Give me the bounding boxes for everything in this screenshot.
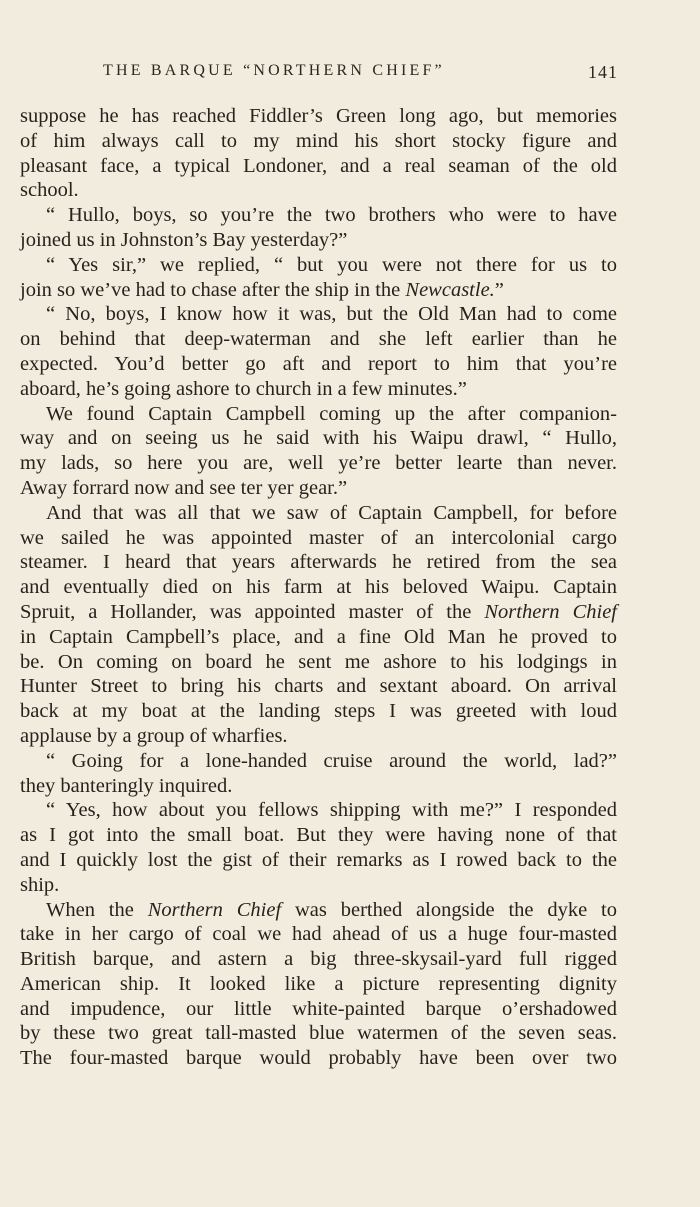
text-line: Spruit, a Hollander, was appointed master of the Northern Chief — [20, 600, 617, 623]
running-title: THE BARQUE “NORTHERN CHIEF” — [103, 62, 445, 79]
text-line: aboard, he’s going ashore to church in a few minutes.” — [20, 377, 467, 400]
text-line: “ No, boys, I know how it was, but the Old Man had to come — [46, 303, 617, 326]
text-line: pleasant face, a typical Londoner, and a real seaman of the old — [20, 154, 617, 177]
text-line: American ship. It looked like a picture representing dignity — [20, 972, 617, 995]
text-line: “ Yes, how about you fellows shipping with me?” I responded — [46, 799, 617, 822]
text-line: ship. — [20, 873, 60, 896]
text-line: of him always call to my mind his short stocky figure and — [20, 129, 617, 152]
text-line: British barque, and astern a big three-skysail-yard full rigged — [20, 948, 617, 971]
text-line: and impudence, our little white-painted barque o’ershadowed — [20, 997, 617, 1020]
text-line: back at my boat at the landing steps I was greeted with loud — [20, 700, 617, 723]
text-line: steamer. I heard that years afterwards he retired from the sea — [20, 551, 617, 574]
text-line: The four-masted barque would probably have been over two — [20, 1047, 617, 1070]
body-text — [20, 104, 617, 1071]
text-line: We found Captain Campbell coming up the after companion- — [46, 402, 617, 425]
text-line: joined us in Johnston’s Bay yesterday?” — [20, 228, 348, 251]
text-line: by these two great tall-masted blue watermen of the seven seas. — [20, 1022, 617, 1045]
text-line: as I got into the small boat. But they were having none of that — [20, 824, 617, 847]
text-line: we sailed he was appointed master of an intercolonial cargo — [20, 526, 617, 549]
text-line: “ Hullo, boys, so you’re the two brothers who were to have — [46, 204, 617, 227]
text-line: When the Northern Chief was berthed alongside the dyke to — [46, 898, 617, 921]
text-line: and eventually died on his farm at his beloved Waipu. Captain — [20, 576, 617, 599]
text-line: “ Going for a lone-handed cruise around the world, lad?” — [46, 749, 617, 772]
page-number: 141 — [588, 62, 618, 82]
text-line: expected. You’d better go aft and report to him that you’re — [20, 352, 617, 375]
text-line: they banteringly inquired. — [20, 774, 233, 797]
text-line: my lads, so here you are, well ye’re better learte than never. — [20, 452, 617, 475]
text-line: be. On coming on board he sent me ashore to his lodgings in — [20, 650, 617, 673]
text-line: on behind that deep-waterman and she left earlier than he — [20, 328, 617, 351]
text-line: suppose he has reached Fiddler’s Green long ago, but memories — [20, 105, 617, 127]
text-line: school. — [20, 179, 79, 202]
running-head — [103, 62, 618, 90]
text-line: applause by a group of wharfies. — [20, 724, 288, 747]
text-line: take in her cargo of coal we had ahead of us a huge four-masted — [20, 923, 617, 946]
text-line: way and on seeing us he said with his Waipu drawl, “ Hullo, — [20, 427, 617, 450]
text-line: Away forrard now and see ter yer gear.” — [20, 476, 348, 499]
text-line: Hunter Street to bring his charts and sextant aboard. On arrival — [20, 675, 617, 698]
text-line: join so we’ve had to chase after the ship in the Newcastle.” — [20, 278, 504, 301]
text-line: And that was all that we saw of Captain Campbell, for before — [46, 501, 617, 524]
text-line: and I quickly lost the gist of their remarks as I rowed back to the — [20, 848, 617, 871]
text-line: “ Yes sir,” we replied, “ but you were not there for us to — [46, 253, 617, 276]
text-line: in Captain Campbell’s place, and a fine Old Man he proved to — [20, 625, 617, 648]
